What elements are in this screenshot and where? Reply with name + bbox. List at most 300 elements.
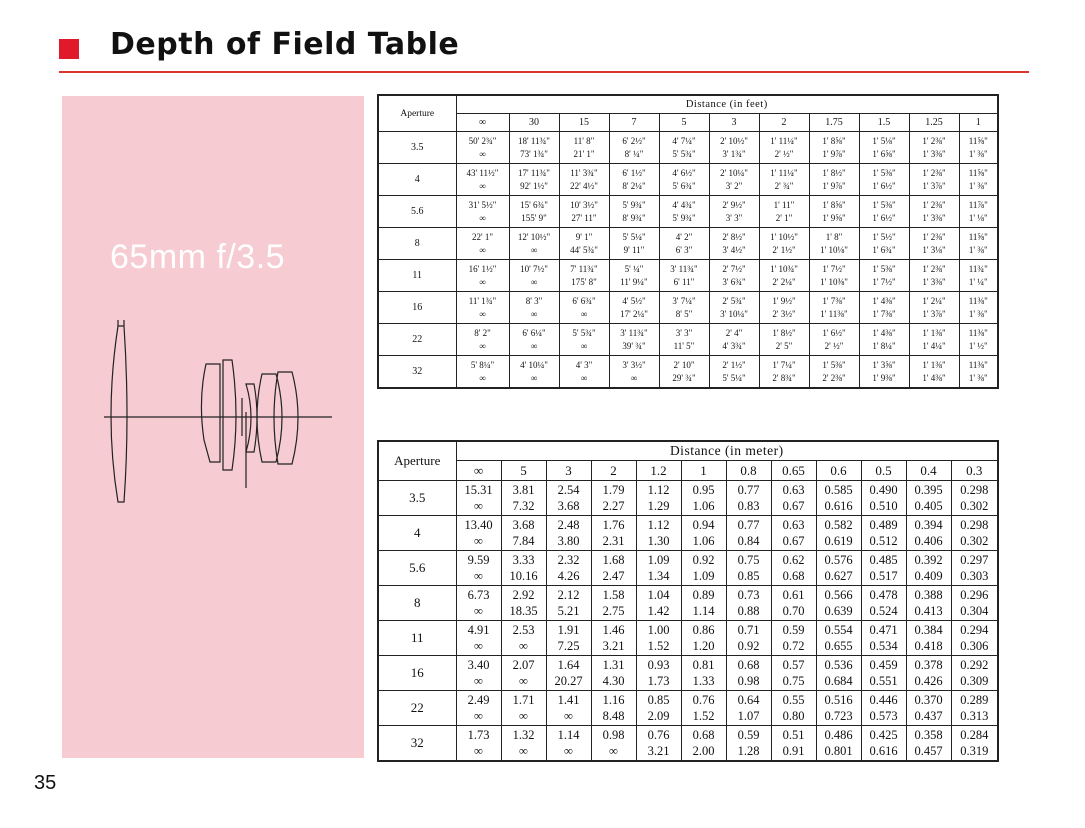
range-cell — [609, 132, 659, 164]
range-cell — [909, 260, 959, 292]
range-cell — [771, 586, 816, 621]
near-limit: 3' 3½" — [622, 359, 646, 370]
lens-element-6 — [274, 372, 298, 464]
far-limit: 0.534 — [869, 639, 898, 653]
far-limit: 1' ⅜" — [968, 148, 988, 159]
far-limit: 0.801 — [824, 744, 853, 758]
aperture-cell: 32 — [378, 356, 456, 389]
distance-header-cell: 1.5 — [859, 114, 909, 132]
near-limit: 0.394 — [914, 518, 943, 532]
far-limit: 0.319 — [960, 744, 989, 758]
near-limit: 1.12 — [647, 518, 670, 532]
far-limit: 11' 9¼" — [620, 276, 648, 287]
range-cell — [906, 726, 951, 762]
header-divider — [59, 71, 1029, 73]
range-cell — [546, 726, 591, 762]
far-limit: 5.21 — [557, 604, 580, 618]
near-limit: 11⅞" — [968, 199, 988, 210]
table-row — [378, 516, 998, 551]
distance-header-cell: 5 — [659, 114, 709, 132]
near-limit: 1.46 — [602, 623, 625, 637]
range-cell — [559, 292, 609, 324]
far-limit: ∞ — [474, 604, 483, 618]
near-limit: 11' 3¾" — [570, 167, 598, 178]
feet-table-body — [378, 132, 998, 389]
range-cell — [809, 260, 859, 292]
near-limit: 1' 4⅜" — [872, 295, 896, 306]
range-cell — [456, 164, 509, 196]
far-limit: 1.06 — [692, 534, 715, 548]
range-cell — [681, 516, 726, 551]
near-limit: 11¾" — [968, 263, 988, 274]
far-limit: 8' 9¾" — [622, 212, 646, 223]
range-cell — [816, 551, 861, 586]
near-limit: 0.85 — [647, 693, 670, 707]
far-limit: 0.92 — [737, 639, 760, 653]
range-cell — [816, 621, 861, 656]
distance-header-cell: 0.5 — [861, 461, 906, 481]
near-limit: 1.58 — [602, 588, 625, 602]
range-cell — [759, 356, 809, 389]
range-cell — [591, 516, 636, 551]
near-limit: 1' 11¼" — [770, 135, 798, 146]
range-cell — [509, 356, 559, 389]
range-cell — [809, 292, 859, 324]
near-limit: 0.536 — [824, 658, 853, 672]
near-limit: 1' 8½" — [772, 327, 796, 338]
far-limit: 0.639 — [824, 604, 853, 618]
range-cell — [709, 356, 759, 389]
far-limit: 175' 8" — [571, 276, 597, 287]
range-cell — [906, 481, 951, 516]
near-limit: 0.378 — [914, 658, 943, 672]
range-cell — [809, 356, 859, 389]
far-limit: ∞ — [474, 744, 483, 758]
far-limit: 0.309 — [960, 674, 989, 688]
range-cell — [861, 481, 906, 516]
range-cell — [456, 228, 509, 260]
far-limit: 3.21 — [647, 744, 670, 758]
range-cell — [771, 656, 816, 691]
near-limit: 1' 1⅜" — [922, 327, 946, 338]
near-limit: 1' 7½" — [822, 263, 846, 274]
near-limit: 1.16 — [602, 693, 625, 707]
range-cell — [771, 481, 816, 516]
far-limit: 0.98 — [737, 674, 760, 688]
far-limit: 9' 11" — [623, 244, 645, 255]
table-row — [378, 260, 998, 292]
far-limit: 1' 9⅝" — [822, 212, 846, 223]
range-cell — [959, 228, 998, 260]
aperture-cell: 4 — [378, 516, 456, 551]
far-limit: 2' 2⅜" — [822, 372, 846, 383]
range-cell — [726, 656, 771, 691]
far-limit: 0.723 — [824, 709, 853, 723]
far-limit: 3.68 — [557, 499, 580, 513]
far-limit: 1' 3⅞" — [922, 180, 946, 191]
range-cell — [559, 132, 609, 164]
range-cell — [759, 196, 809, 228]
near-limit: 1' 10¾" — [770, 263, 798, 274]
range-cell — [636, 586, 681, 621]
range-cell — [809, 132, 859, 164]
distance-header-cell: 2 — [591, 461, 636, 481]
far-limit: 2' 3½" — [772, 308, 796, 319]
far-limit: 0.418 — [914, 639, 943, 653]
far-limit: 2' 5" — [775, 340, 793, 351]
range-cell — [509, 164, 559, 196]
range-cell — [591, 726, 636, 762]
near-limit: 1' 5⅛" — [872, 135, 896, 146]
far-limit: 1' 6½" — [872, 180, 896, 191]
near-limit: 0.59 — [737, 728, 760, 742]
near-limit: 0.425 — [869, 728, 898, 742]
near-limit: 11⅜" — [968, 295, 988, 306]
near-limit: 2' 10¼" — [720, 167, 748, 178]
far-limit: 1.09 — [692, 569, 715, 583]
range-cell — [726, 726, 771, 762]
near-limit: 4' 2" — [675, 231, 693, 242]
near-limit: 0.582 — [824, 518, 853, 532]
near-limit: 1.68 — [602, 553, 625, 567]
page-title: Depth of Field Table — [110, 27, 460, 62]
range-cell — [726, 586, 771, 621]
near-limit: 0.566 — [824, 588, 853, 602]
distance-caption: Distance (in meter) — [456, 441, 998, 461]
distance-header-row — [378, 461, 998, 481]
range-cell — [636, 621, 681, 656]
aperture-cell: 5.6 — [378, 551, 456, 586]
distance-header-cell: 1 — [681, 461, 726, 481]
far-limit: 2.47 — [602, 569, 625, 583]
near-limit: 0.296 — [960, 588, 989, 602]
near-limit: 1.31 — [602, 658, 625, 672]
near-limit: 1.14 — [557, 728, 580, 742]
range-cell — [456, 481, 501, 516]
near-limit: 1' 6½" — [822, 327, 846, 338]
range-cell — [859, 260, 909, 292]
far-limit: 8' ¼" — [624, 148, 644, 159]
range-cell — [959, 132, 998, 164]
near-limit: 0.486 — [824, 728, 853, 742]
range-cell — [859, 164, 909, 196]
near-limit: 1' 5½" — [872, 231, 896, 242]
far-limit: 1' ⅜" — [968, 372, 988, 383]
far-limit: 7.32 — [512, 499, 535, 513]
near-limit: 0.68 — [692, 728, 715, 742]
far-limit: 20.27 — [554, 674, 583, 688]
range-cell — [559, 260, 609, 292]
near-limit: 1' 8" — [825, 231, 843, 242]
far-limit: 1.52 — [647, 639, 670, 653]
distance-header-cell: 0.8 — [726, 461, 771, 481]
header-marker — [59, 39, 79, 59]
range-cell — [681, 656, 726, 691]
near-limit: 0.63 — [782, 518, 805, 532]
far-limit: ∞ — [580, 340, 588, 351]
range-cell — [681, 621, 726, 656]
near-limit: 1.32 — [512, 728, 535, 742]
range-cell — [456, 586, 501, 621]
far-limit: 4.30 — [602, 674, 625, 688]
far-limit: ∞ — [474, 499, 483, 513]
near-limit: 1' 2⅜" — [922, 135, 946, 146]
near-limit: 1.41 — [557, 693, 580, 707]
range-cell — [509, 292, 559, 324]
far-limit: 3' 4½" — [722, 244, 746, 255]
meter-dof-table — [377, 440, 999, 762]
range-cell — [609, 228, 659, 260]
range-cell — [951, 691, 998, 726]
near-limit: 0.478 — [869, 588, 898, 602]
far-limit: 0.406 — [914, 534, 943, 548]
table-row — [378, 196, 998, 228]
aperture-cell: 11 — [378, 621, 456, 656]
distance-header-cell: 0.65 — [771, 461, 816, 481]
near-limit: 1.91 — [557, 623, 580, 637]
near-limit: 0.75 — [737, 553, 760, 567]
far-limit: 0.304 — [960, 604, 989, 618]
range-cell — [771, 551, 816, 586]
range-cell — [759, 164, 809, 196]
far-limit: 2.27 — [602, 499, 625, 513]
near-limit: 0.86 — [692, 623, 715, 637]
far-limit: 2' ½" — [774, 148, 794, 159]
far-limit: ∞ — [530, 276, 538, 287]
near-limit: 3' 11¾" — [670, 263, 698, 274]
near-limit: 9' 1" — [575, 231, 593, 242]
near-limit: 3' 7¼" — [672, 295, 696, 306]
far-limit: 0.551 — [869, 674, 898, 688]
range-cell — [951, 551, 998, 586]
near-limit: 1' 5⅜" — [872, 199, 896, 210]
distance-header-cell: 2 — [759, 114, 809, 132]
near-limit: 2' 10" — [673, 359, 695, 370]
far-limit: 0.68 — [782, 569, 805, 583]
range-cell — [861, 516, 906, 551]
far-limit: 0.619 — [824, 534, 853, 548]
range-cell — [859, 356, 909, 389]
near-limit: 8' 2" — [474, 327, 491, 338]
near-limit: 0.98 — [602, 728, 625, 742]
near-limit: 0.62 — [782, 553, 805, 567]
distance-header-cell: 30 — [509, 114, 559, 132]
range-cell — [509, 324, 559, 356]
range-cell — [771, 691, 816, 726]
range-cell — [959, 196, 998, 228]
range-cell — [591, 551, 636, 586]
far-limit: ∞ — [609, 744, 618, 758]
far-limit: 0.413 — [914, 604, 943, 618]
far-limit: 0.88 — [737, 604, 760, 618]
range-cell — [726, 481, 771, 516]
far-limit: 1' 8¼" — [872, 340, 896, 351]
near-limit: 11' 1¾" — [468, 295, 497, 306]
far-limit: ∞ — [519, 639, 528, 653]
range-cell — [859, 228, 909, 260]
far-limit: 0.512 — [869, 534, 898, 548]
distance-header-cell: 0.3 — [951, 461, 998, 481]
far-limit: 0.302 — [960, 499, 989, 513]
far-limit: 4' 3¾" — [722, 340, 746, 351]
distance-header-cell: 15 — [559, 114, 609, 132]
distance-header-cell: 3 — [546, 461, 591, 481]
near-limit: 1' 9½" — [772, 295, 796, 306]
lens-element-1 — [111, 326, 127, 502]
near-limit: 0.388 — [914, 588, 943, 602]
range-cell — [456, 691, 501, 726]
near-limit: 1' 5⅜" — [822, 359, 846, 370]
far-limit: 3' 3" — [725, 212, 743, 223]
far-limit: 0.573 — [869, 709, 898, 723]
far-limit: ∞ — [530, 308, 538, 319]
near-limit: 3.33 — [512, 553, 535, 567]
range-cell — [546, 691, 591, 726]
near-limit: 31' 5½" — [468, 199, 497, 210]
far-limit: 2.00 — [692, 744, 715, 758]
range-cell — [959, 356, 998, 389]
far-limit: 1' 7⅜" — [872, 308, 896, 319]
range-cell — [559, 324, 609, 356]
far-limit: 1' ⅜" — [968, 180, 988, 191]
range-cell — [726, 551, 771, 586]
lens-diagram — [96, 312, 336, 522]
far-limit: 1' ½" — [968, 340, 988, 351]
near-limit: 3.81 — [512, 483, 535, 497]
far-limit: ∞ — [630, 372, 638, 383]
far-limit: 3.80 — [557, 534, 580, 548]
far-limit: ∞ — [474, 639, 483, 653]
far-limit: 3' 1¾" — [722, 148, 746, 159]
far-limit: 18.35 — [509, 604, 538, 618]
aperture-cell: 3.5 — [378, 132, 456, 164]
near-limit: 0.73 — [737, 588, 760, 602]
range-cell — [501, 726, 546, 762]
near-limit: 0.298 — [960, 483, 989, 497]
range-cell — [759, 132, 809, 164]
near-limit: 0.55 — [782, 693, 805, 707]
near-limit: 0.459 — [869, 658, 898, 672]
far-limit: 11' 5" — [673, 340, 695, 351]
range-cell — [546, 481, 591, 516]
aperture-cell: 22 — [378, 691, 456, 726]
far-limit: 0.80 — [782, 709, 805, 723]
near-limit: 1' 1⅜" — [922, 359, 946, 370]
near-limit: 13.40 — [464, 518, 493, 532]
far-limit: 0.517 — [869, 569, 898, 583]
near-limit: 0.392 — [914, 553, 943, 567]
far-limit: 0.83 — [737, 499, 760, 513]
near-limit: 0.358 — [914, 728, 943, 742]
near-limit: 0.57 — [782, 658, 805, 672]
range-cell — [861, 726, 906, 762]
far-limit: 2' 2¼" — [772, 276, 796, 287]
range-cell — [609, 164, 659, 196]
near-limit: 1' 11" — [773, 199, 795, 210]
range-cell — [951, 621, 998, 656]
range-cell — [906, 586, 951, 621]
range-cell — [809, 196, 859, 228]
far-limit: 1' 4¼" — [922, 340, 946, 351]
range-cell — [546, 516, 591, 551]
far-limit: 0.409 — [914, 569, 943, 583]
far-limit: 0.303 — [960, 569, 989, 583]
distance-header-cell: 1 — [959, 114, 998, 132]
range-cell — [591, 481, 636, 516]
range-cell — [501, 691, 546, 726]
far-limit: 92' 1½" — [520, 180, 548, 191]
range-cell — [951, 516, 998, 551]
range-cell — [559, 356, 609, 389]
range-cell — [659, 228, 709, 260]
far-limit: 0.85 — [737, 569, 760, 583]
distance-header-cell: 1.75 — [809, 114, 859, 132]
aperture-cell: 22 — [378, 324, 456, 356]
range-cell — [906, 516, 951, 551]
near-limit: 0.471 — [869, 623, 898, 637]
far-limit: 1' 10⅜" — [820, 276, 848, 287]
range-cell — [559, 228, 609, 260]
range-cell — [816, 691, 861, 726]
near-limit: 1.76 — [602, 518, 625, 532]
far-limit: ∞ — [474, 709, 483, 723]
far-limit: ∞ — [564, 709, 573, 723]
range-cell — [559, 196, 609, 228]
range-cell — [546, 656, 591, 691]
far-limit: 7.84 — [512, 534, 535, 548]
far-limit: 5' 5¾" — [672, 148, 696, 159]
near-limit: 5' ¼" — [624, 263, 644, 274]
range-cell — [609, 292, 659, 324]
far-limit: 1' 3⅜" — [922, 148, 946, 159]
range-cell — [609, 196, 659, 228]
near-limit: 4' 7¼" — [672, 135, 696, 146]
near-limit: 0.370 — [914, 693, 943, 707]
range-cell — [861, 621, 906, 656]
far-limit: 27' 11" — [571, 212, 597, 223]
near-limit: 2' 4" — [725, 327, 743, 338]
far-limit: ∞ — [474, 569, 483, 583]
far-limit: 3' 2" — [725, 180, 743, 191]
far-limit: 73' 1¾" — [520, 148, 548, 159]
far-limit: 0.457 — [914, 744, 943, 758]
near-limit: 0.289 — [960, 693, 989, 707]
near-limit: 6' 2½" — [622, 135, 646, 146]
far-limit: 1' 4⅜" — [922, 372, 946, 383]
near-limit: 0.95 — [692, 483, 715, 497]
range-cell — [609, 356, 659, 389]
range-cell — [456, 551, 501, 586]
near-limit: 0.554 — [824, 623, 853, 637]
near-limit: 11⅝" — [968, 231, 988, 242]
near-limit: 1.73 — [467, 728, 490, 742]
far-limit: 3' 6¾" — [722, 276, 746, 287]
far-limit: ∞ — [519, 674, 528, 688]
far-limit: 0.616 — [869, 744, 898, 758]
range-cell — [636, 551, 681, 586]
range-cell — [809, 324, 859, 356]
range-cell — [909, 292, 959, 324]
near-limit: 0.485 — [869, 553, 898, 567]
range-cell — [681, 726, 726, 762]
distance-header-cell: 0.6 — [816, 461, 861, 481]
far-limit: 3' 10¼" — [720, 308, 748, 319]
near-limit: 6' 6¼" — [522, 327, 546, 338]
far-limit: ∞ — [580, 372, 588, 383]
aperture-header: Aperture — [378, 441, 456, 481]
far-limit: 1.42 — [647, 604, 670, 618]
near-limit: 17' 11¾" — [518, 167, 550, 178]
